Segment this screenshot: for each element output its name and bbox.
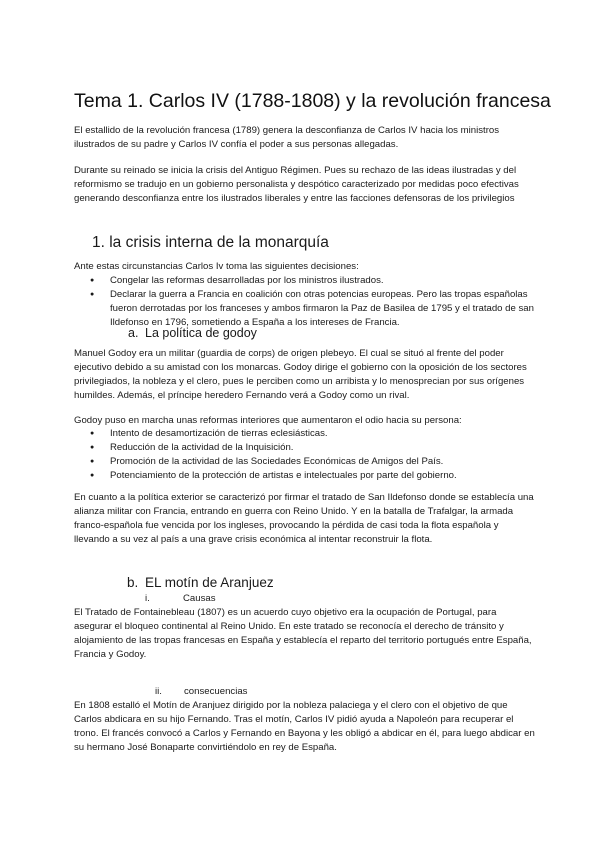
- list-item-text: Declarar la guerra a Francia en coalición con otras potencias europeas. Pero las tropas españolas fueron derrotadas por los franceses y ambos firmaron la Paz de Basilea de 1795 y el tratado de san Ildefonso en 1796, sometiendo a España a los intereses de Francia.: [110, 288, 534, 328]
- consequences-heading: [155, 686, 247, 697]
- bullet-icon: ●: [90, 430, 95, 437]
- list-item: [74, 441, 536, 455]
- subsection-title: La política de godoy: [145, 326, 257, 340]
- subsection-title: consecuencias: [184, 686, 248, 697]
- reforms-list: [74, 427, 536, 483]
- page-title: Tema 1. Carlos IV (1788-1808) y la revolución francesa: [74, 90, 551, 112]
- consequences-paragraph: En 1808 estalló el Motín de Aranjuez dirigido por la nobleza palaciega y el clero con el objetivo de que Carlos abdicara en su hijo Fernando. Tras el motín, Carlos IV pidió ayuda a Napoleón para recuperar el trono. El francés convocó a Carlos y Fernando en Bayona y les obligó a abdicar en él, para luego abdicar en su hermano José Bonaparte convirtiéndolo en rey de España.: [74, 700, 535, 753]
- subsection-marker: ii.: [155, 686, 162, 697]
- intro-paragraph-1: El estallido de la revolución francesa (1789) genera la desconfianza de Carlos IV hacia los ministros ilustrados de su padre y Carlos IV confía el poder a sus personas allegadas.: [74, 125, 500, 150]
- subsection-b-heading: [127, 575, 274, 590]
- foreign-policy-paragraph: En cuanto a la política exterior se caracterizó por firmar el tratado de San Ildefonso donde se establecía una alianza militar con Francia, entrando en guerra con Reino Unido. Y en la batalla de Trafalgar, la armada franco-española fue vencida por los ingleses, provocando la pérdida de casi toda la flota española y llevando a su vez al país a una grave crisis económica al intentar reconstruir la flota.: [74, 492, 534, 545]
- list-item: [74, 288, 536, 330]
- list-item-text: Reducción de la actividad de la Inquisición.: [110, 441, 294, 453]
- godoy-paragraph-2: Godoy puso en marcha unas reformas interiores que aumentaron el odio hacia su persona:: [74, 415, 462, 426]
- causes-heading: [145, 593, 216, 604]
- list-item: [74, 274, 536, 288]
- list-item-text: Intento de desamortización de tierras eclesiásticas.: [110, 428, 328, 439]
- subsection-title: Causas: [183, 593, 216, 604]
- causes-paragraph: El Tratado de Fontainebleau (1807) es un acuerdo cuyo objetivo era la ocupación de Portugal, para asegurar el bloqueo continental al Reino Unido. En este tratado se reconocía el derecho de tránsito y alojamiento de las tropas francesas en España y establecía el reparto del territorio portugués entre España, Francia y Godoy.: [74, 607, 532, 660]
- subsection-marker: b.: [127, 575, 139, 590]
- decisions-list: [74, 274, 536, 330]
- bullet-icon: ●: [90, 277, 95, 284]
- list-item-text: Congelar las reformas desarrolladas por los ministros ilustrados.: [110, 275, 384, 286]
- subsection-marker: i.: [145, 593, 150, 604]
- bullet-icon: ●: [90, 290, 95, 298]
- list-item-text: Promoción de la actividad de las Sociedades Económicas de Amigos del País.: [110, 455, 444, 467]
- bullet-icon: ●: [90, 443, 95, 451]
- section-heading: 1. la crisis interna de la monarquía: [92, 234, 329, 251]
- godoy-paragraph-1: Manuel Godoy era un militar (guardia de corps) de origen plebeyo. El cual se situó al frente del poder ejecutivo debido a su amistad con los monarcas. Godoy dirige el gobierno con la oposición de los sectores privilegiados, la nobleza y el clero, pues le perciben como un arribista y lo menosprecian por sus orígenes humildes. Además, el príncipe heredero Fernando verá a Godoy como un rival.: [74, 348, 527, 401]
- bullet-icon: ●: [90, 471, 95, 479]
- list-item: [74, 469, 536, 483]
- intro-paragraph-2: Durante su reinado se inicia la crisis del Antiguo Régimen. Pues su rechazo de las ideas ilustradas y del reformismo se tradujo en un gobierno personalista y despótico caracterizado por medidas poco efectivas generando desconfianza entre los ilustrados liberales y entre las facciones defensoras de los privilegios: [74, 165, 519, 204]
- subsection-a-heading: [128, 326, 257, 340]
- subsection-title: EL motín de Aranjuez: [145, 575, 274, 590]
- section-lead: Ante estas circunstancias Carlos Iv toma las siguientes decisiones:: [74, 261, 359, 272]
- list-item: [74, 455, 536, 469]
- bullet-icon: ●: [90, 457, 95, 465]
- list-item-text: Potenciamiento de la protección de artistas e intelectuales por parte del gobierno.: [110, 469, 457, 481]
- list-item: [74, 427, 536, 441]
- subsection-marker: a.: [128, 326, 139, 340]
